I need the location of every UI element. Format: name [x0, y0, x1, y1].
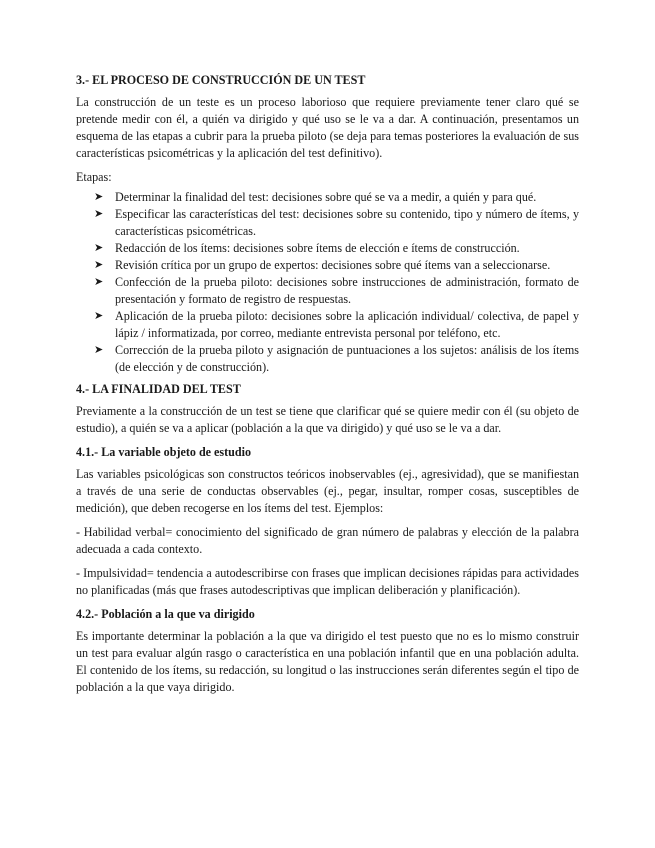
example-verbal-ability: - Habilidad verbal= conocimiento del significado de gran número de palabras y elección de la palabra adecuada a cada contexto.	[76, 525, 579, 556]
stage-item: ➤ Redacción de los ítems: decisiones sobre ítems de elección e ítems de construcción.	[94, 241, 520, 255]
section-4-1-paragraph: Las variables psicológicas son constructos teóricos inobservables (ej., agresividad), que se manifiestan a través de una serie de conductas observables (ej., pegar, insultar, romper cosas, susceptibles de medición), que deben recogerse en los ítems del test. Ejemplos:	[76, 467, 579, 515]
stage-item: ➤ Especificar las características del test: decisiones sobre su contenido, tipo y número de ítems, y características psicométricas.	[94, 207, 579, 238]
arrow-bullet-icon: ➤	[94, 310, 104, 322]
stages-label: Etapas:	[76, 170, 112, 184]
section-4-heading: 4.- LA FINALIDAD DEL TEST	[76, 382, 241, 396]
section-3-intro: La construcción de un teste es un proceso laborioso que requiere previamente tener claro qué se pretende medir con él, a quién va dirigido y qué uso se le va a dar. A continuación, presentamos un esquema de las etapas a cubrir para la prueba piloto (se deja para temas posteriores la evaluación de sus características psicométricas y la aplicación del test definitivo).	[76, 95, 579, 160]
arrow-bullet-icon: ➤	[94, 208, 104, 220]
arrow-bullet-icon: ➤	[94, 259, 104, 271]
section-3-heading: 3.- EL PROCESO DE CONSTRUCCIÓN DE UN TEST	[76, 73, 366, 87]
section-4-2-paragraph: Es importante determinar la población a la que va dirigido el test puesto que no es lo mismo construir un test para evaluar algún rasgo o característica en una población infantil que en una población adulta. El contenido de los ítems, su redacción, su longitud o las instrucciones serán diferentes según el tipo de población a la que vaya dirigido.	[76, 629, 579, 694]
section-4-1-heading: 4.1.- La variable objeto de estudio	[76, 445, 252, 459]
stage-item: ➤ Corrección de la prueba piloto y asignación de puntuaciones a los sujetos: análisis de los ítems (de elección y de construcción).	[94, 343, 579, 374]
arrow-bullet-icon: ➤	[94, 242, 104, 254]
stage-item: ➤ Aplicación de la prueba piloto: decisiones sobre la aplicación individual/ colectiva, de papel y lápiz / informatizada, por correo, mediante entrevista personal por teléfono, etc.	[94, 309, 579, 340]
arrow-bullet-icon: ➤	[94, 344, 104, 356]
stage-item: ➤ Determinar la finalidad del test: decisiones sobre qué se va a medir, a quién y para qué.	[94, 190, 537, 204]
section-4-intro: Previamente a la construcción de un test se tiene que clarificar qué se quiere medir con él (su objeto de estudio), a quién se va a aplicar (población a la que va dirigido) y qué uso se le va a dar.	[76, 404, 579, 435]
stage-item: ➤ Revisión crítica por un grupo de expertos: decisiones sobre qué ítems van a seleccionarse.	[94, 258, 551, 272]
arrow-bullet-icon: ➤	[94, 276, 104, 288]
arrow-bullet-icon: ➤	[94, 191, 104, 203]
stages-list	[76, 189, 579, 376]
stage-item: ➤ Confección de la prueba piloto: decisiones sobre instrucciones de administración, formato de presentación y formato de registro de respuestas.	[94, 275, 579, 306]
section-4-2-heading: 4.2.- Población a la que va dirigido	[76, 607, 255, 621]
example-impulsivity: - Impulsividad= tendencia a autodescribirse con frases que implican decisiones rápidas para actividades no planificadas (más que frases autodescriptivas que implican deliberación y planificación).	[76, 566, 579, 597]
